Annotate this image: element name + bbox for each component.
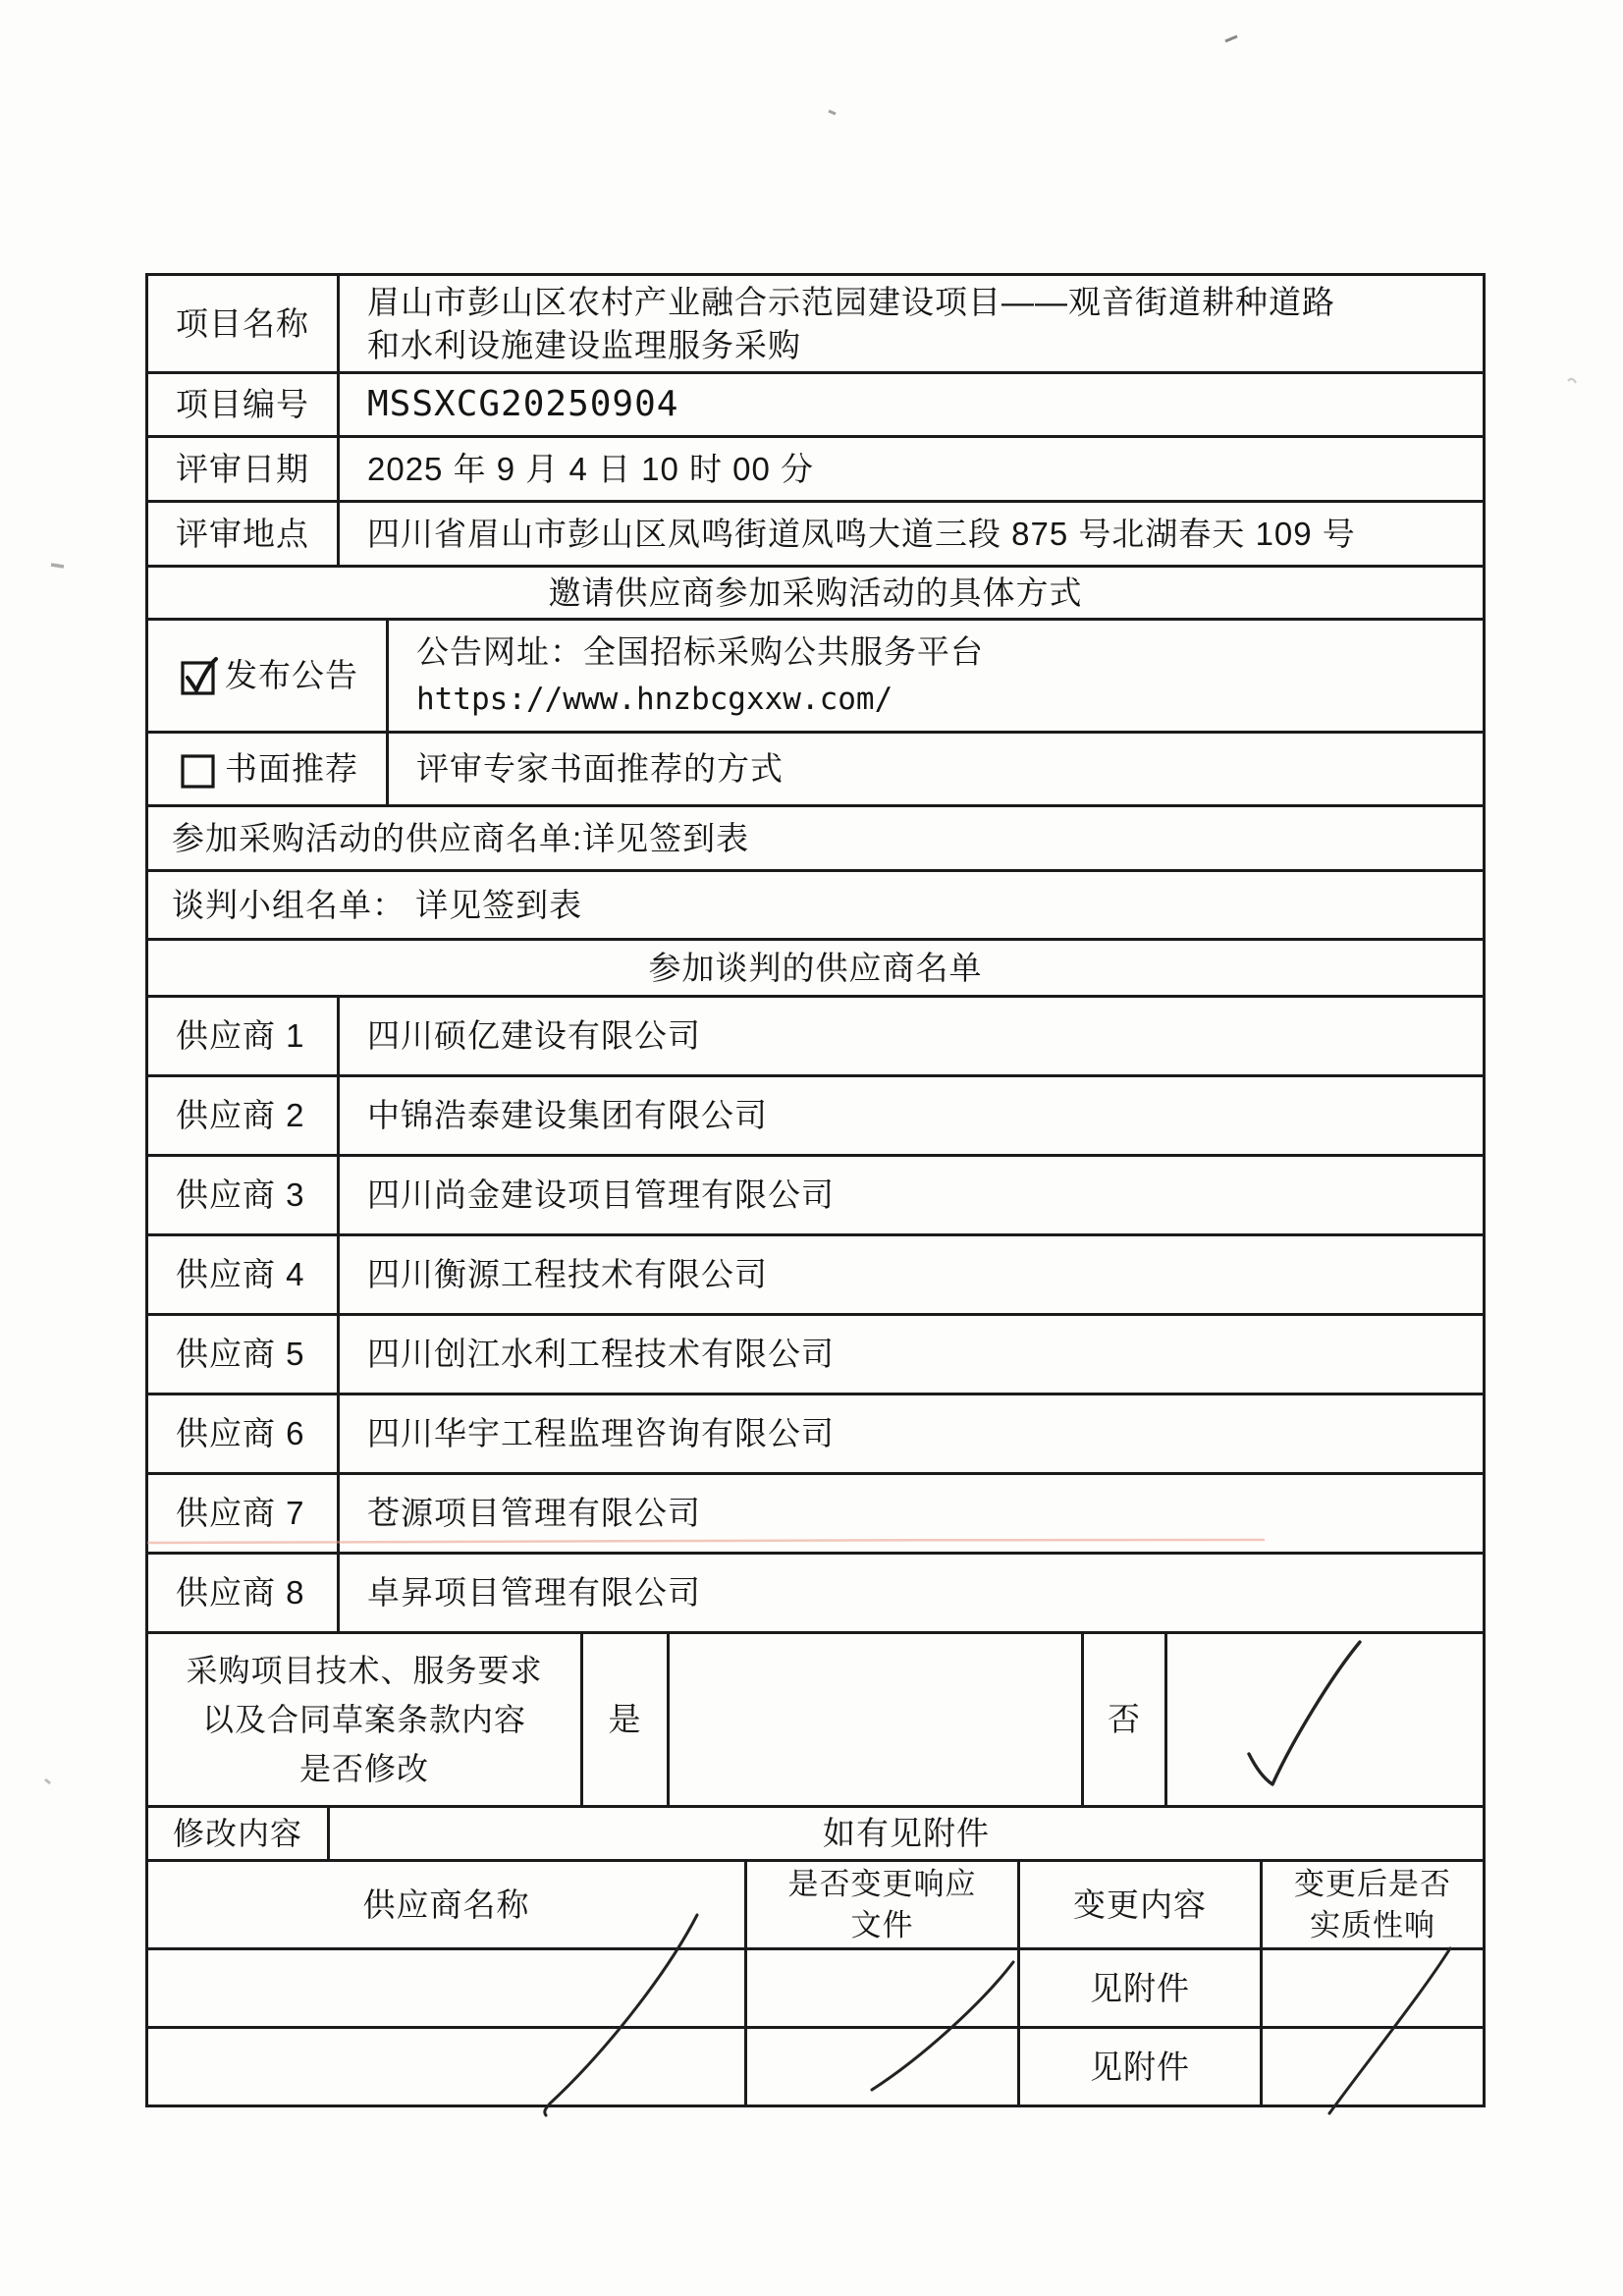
change-row-substantial xyxy=(1260,2029,1483,2105)
suppliers-header: 参加谈判的供应商名单 xyxy=(648,949,983,986)
unchecked-checkbox-icon xyxy=(176,747,221,791)
supplier-name: 四川尚金建设项目管理有限公司 xyxy=(337,1157,1483,1233)
supplier-row xyxy=(148,1313,1483,1393)
change-table-row xyxy=(148,1947,1483,2026)
modify-question-line-3: 是否修改 xyxy=(298,1751,429,1786)
change-row-substantial xyxy=(1260,1950,1483,2026)
supplier-row xyxy=(148,1154,1483,1233)
announce-choice xyxy=(148,621,386,731)
checked-checkbox-icon xyxy=(176,654,221,697)
announce-detail xyxy=(386,621,1483,731)
supplier-name: 四川华宇工程监理咨询有限公司 xyxy=(337,1395,1483,1472)
scan-speck xyxy=(45,1779,50,1783)
modify-question-line-1: 采购项目技术、服务要求 xyxy=(186,1653,543,1688)
change-row-content: 见附件 xyxy=(1017,2029,1260,2105)
modify-yes-answer-cell xyxy=(667,1634,1081,1805)
written-recommend-label: 书面推荐 xyxy=(225,750,358,787)
participants-row xyxy=(148,804,1483,869)
modify-no-answer-cell xyxy=(1164,1634,1483,1805)
written-recommend-choice xyxy=(148,734,386,804)
change-header-substantial-line-2: 实质性响 xyxy=(1310,1907,1435,1942)
invite-method-header-row xyxy=(148,565,1483,618)
project-name-value xyxy=(337,276,1483,371)
change-table-row xyxy=(148,2026,1483,2105)
supplier-label: 供应商 7 xyxy=(176,1495,305,1531)
change-header-supplier: 供应商名称 xyxy=(362,1886,530,1923)
project-name-row xyxy=(148,276,1483,371)
modify-content-row xyxy=(148,1805,1483,1859)
supplier-label: 供应商 8 xyxy=(176,1574,305,1611)
project-name-line-2: 和水利设施建设监理服务采购 xyxy=(367,326,801,363)
change-header-changed-line-1: 是否变更响应 xyxy=(787,1866,977,1901)
change-table-header-row xyxy=(148,1859,1483,1947)
written-recommend-row xyxy=(148,731,1483,804)
change-row-supplier xyxy=(148,1950,744,2026)
written-recommend-detail: 评审专家书面推荐的方式 xyxy=(386,734,1483,804)
supplier-row xyxy=(148,1393,1483,1472)
project-number-value: MSSXCG20250904 xyxy=(337,374,1483,435)
announce-url: https://www.hnzbcgxxw.com/ xyxy=(416,682,893,717)
announce-row xyxy=(148,618,1483,731)
project-number-label: 项目编号 xyxy=(176,386,309,422)
change-header-changed-line-2: 文件 xyxy=(850,1907,914,1942)
panel-line: 谈判小组名单： 详见签到表 xyxy=(172,886,583,923)
supplier-row xyxy=(148,1472,1483,1552)
scan-speck xyxy=(1225,36,1237,41)
supplier-label: 供应商 1 xyxy=(176,1017,305,1054)
supplier-name: 四川创江水利工程技术有限公司 xyxy=(337,1316,1483,1393)
announce-label: 发布公告 xyxy=(225,657,358,693)
invite-method-header: 邀请供应商参加采购活动的具体方式 xyxy=(548,574,1083,611)
modify-question-row xyxy=(148,1631,1483,1805)
change-header-substantial-line-1: 变更后是否 xyxy=(1294,1866,1451,1901)
supplier-label: 供应商 6 xyxy=(176,1415,305,1451)
evaluation-form-table xyxy=(145,273,1486,2107)
supplier-label: 供应商 3 xyxy=(176,1176,305,1213)
change-row-supplier xyxy=(148,2029,744,2105)
review-date-label: 评审日期 xyxy=(176,450,309,487)
supplier-name: 卓昇项目管理有限公司 xyxy=(337,1555,1483,1631)
review-place-value: 四川省眉山市彭山区凤鸣街道凤鸣大道三段 875 号北湖春天 109 号 xyxy=(337,503,1483,565)
supplier-label: 供应商 4 xyxy=(176,1256,305,1292)
change-row-content: 见附件 xyxy=(1017,1950,1260,2026)
supplier-row xyxy=(148,995,1483,1074)
review-place-row xyxy=(148,500,1483,565)
project-number-row xyxy=(148,371,1483,435)
participants-line: 参加采购活动的供应商名单:详见签到表 xyxy=(172,819,750,856)
scan-speck xyxy=(829,111,836,114)
review-date-row xyxy=(148,435,1483,500)
scan-speck xyxy=(51,565,64,567)
supplier-label: 供应商 5 xyxy=(176,1336,305,1372)
project-name-label: 项目名称 xyxy=(176,304,309,342)
panel-row xyxy=(148,869,1483,938)
supplier-name: 苍源项目管理有限公司 xyxy=(337,1475,1483,1552)
supplier-name: 四川衡源工程技术有限公司 xyxy=(337,1236,1483,1313)
modify-yes-label: 是 xyxy=(580,1634,667,1805)
supplier-row xyxy=(148,1552,1483,1631)
change-header-changed xyxy=(744,1862,1017,1947)
supplier-name: 四川硕亿建设有限公司 xyxy=(337,998,1483,1074)
modify-question-line-2: 以及合同草案条款内容 xyxy=(201,1702,526,1737)
supplier-label: 供应商 2 xyxy=(176,1097,305,1133)
change-header-substantial xyxy=(1260,1862,1483,1947)
supplier-row xyxy=(148,1074,1483,1154)
project-name-line-1: 眉山市彭山区农村产业融合示范园建设项目——观音街道耕种道路 xyxy=(367,283,1335,320)
suppliers-header-row xyxy=(148,938,1483,995)
supplier-name: 中锦浩泰建设集团有限公司 xyxy=(337,1077,1483,1154)
supplier-row xyxy=(148,1233,1483,1313)
review-date-value: 2025 年 9 月 4 日 10 时 00 分 xyxy=(337,438,1483,500)
announce-site-line: 公告网址：全国招标采购公共服务平台 xyxy=(416,633,984,670)
change-header-content: 变更内容 xyxy=(1017,1862,1260,1947)
change-row-changed xyxy=(744,1950,1017,2026)
scan-speck xyxy=(1568,379,1576,383)
modify-no-label: 否 xyxy=(1081,1634,1164,1805)
change-row-changed xyxy=(744,2029,1017,2105)
modify-question-label xyxy=(148,1634,580,1805)
modify-content-value: 如有见附件 xyxy=(327,1808,1483,1859)
review-place-label: 评审地点 xyxy=(176,515,309,552)
modify-content-label: 修改内容 xyxy=(172,1816,302,1851)
